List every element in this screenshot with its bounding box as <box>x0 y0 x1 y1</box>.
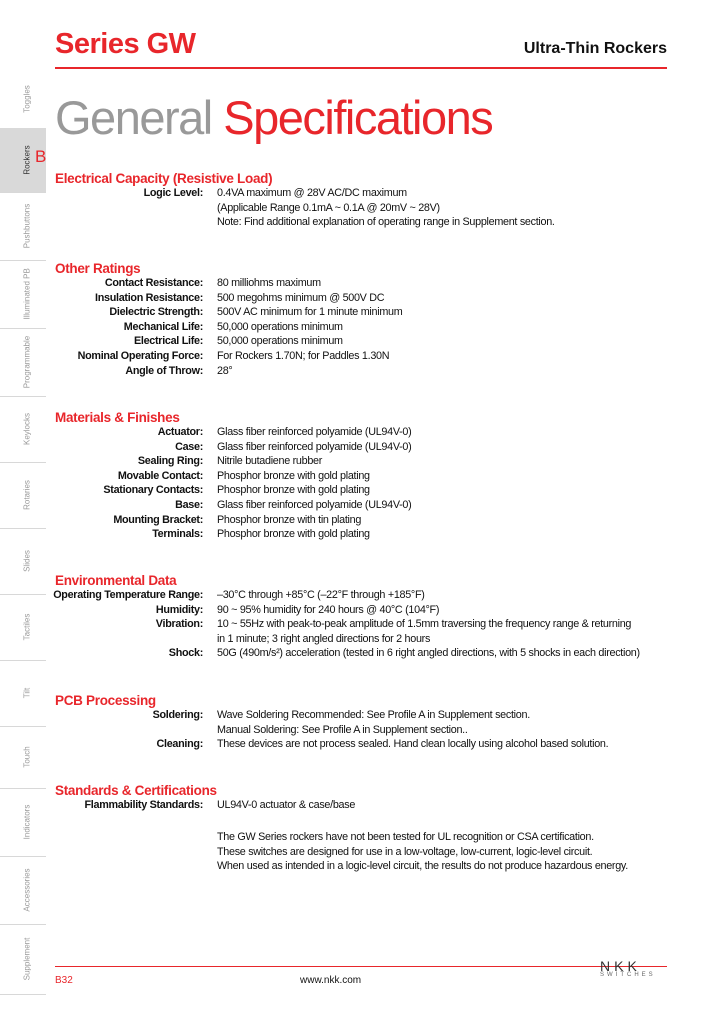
page-title <box>55 91 493 144</box>
title-part-general: General <box>55 91 212 144</box>
spec-value: 10 ~ 55Hz with peak-to-peak amplitude of 1.5mm traversing the frequency range & returning <box>217 618 632 631</box>
spec-row <box>55 276 667 291</box>
spec-label: Mechanical Life: <box>123 320 203 333</box>
spec-row <box>55 527 667 542</box>
spec-row <box>55 469 667 484</box>
spec-value: 0.4VA maximum @ 28V AC/DC maximum <box>217 187 407 199</box>
spec-row <box>55 291 667 306</box>
side-tab-rockers[interactable]: Rockers <box>0 128 46 193</box>
spec-row <box>55 349 667 364</box>
spec-label: Humidity: <box>155 603 203 616</box>
spec-row <box>55 603 667 618</box>
side-tab-rotaries[interactable]: Rotaries <box>0 462 46 529</box>
spec-row <box>55 632 667 647</box>
spec-label: Nominal Operating Force: <box>77 349 203 362</box>
spec-label: Case: <box>175 440 203 453</box>
section-environmental <box>55 573 667 661</box>
side-tab-accessories[interactable]: Accessories <box>0 856 46 925</box>
spec-row <box>55 708 667 723</box>
series-title: Series GW <box>55 28 196 60</box>
spec-row <box>55 201 667 216</box>
website-link[interactable]: www.nkk.com <box>300 975 362 986</box>
spec-row <box>55 186 667 201</box>
nkk-logo <box>600 958 668 986</box>
certification-notes <box>217 830 628 874</box>
section-pcb-processing <box>55 693 667 752</box>
section-title: Environmental Data <box>55 573 177 588</box>
spec-value: Glass fiber reinforced polyamide (UL94V-0) <box>217 498 412 511</box>
title-part-specifications: Specifications <box>223 91 493 144</box>
note-line: These switches are designed for use in a low-voltage, low-current, logic-level circuit. <box>217 845 593 858</box>
spec-value: Glass fiber reinforced polyamide (UL94V-0) <box>217 426 412 438</box>
logo-text: NKK <box>600 958 641 974</box>
spec-value: Wave Soldering Recommended: See Profile A in Supplement section. <box>217 709 530 721</box>
spec-value: Manual Soldering: See Profile A in Supplement section.. <box>217 723 468 736</box>
spec-row <box>55 364 667 379</box>
section-letter: B <box>35 147 47 166</box>
section-title: Standards & Certifications <box>55 783 217 798</box>
spec-value: (Applicable Range 0.1mA ~ 0.1A @ 20mV ~ 28V) <box>217 201 440 214</box>
page-header <box>55 28 667 68</box>
spec-value: Nitrile butadiene rubber <box>217 455 323 468</box>
spec-row <box>55 723 667 738</box>
spec-label: Operating Temperature Range: <box>53 589 203 601</box>
footer-rule <box>55 966 667 967</box>
side-tab-supplement[interactable]: Supplement <box>0 924 46 995</box>
spec-row <box>55 425 667 440</box>
section-title: Materials & Finishes <box>55 410 180 425</box>
spec-label: Contact Resistance: <box>104 277 203 289</box>
spec-label: Cleaning: <box>156 738 203 751</box>
section-materials <box>55 410 667 542</box>
section-standards <box>55 783 667 813</box>
section-title: PCB Processing <box>55 693 156 708</box>
section-electrical <box>55 171 667 230</box>
side-tab-toggles[interactable]: Toggles <box>0 70 46 129</box>
spec-value: Phosphor bronze with gold plating <box>217 528 370 541</box>
spec-label: Vibration: <box>155 618 203 631</box>
side-tab-programmable[interactable]: Programmable <box>0 328 46 397</box>
spec-value: UL94V-0 actuator & case/base <box>217 799 356 811</box>
side-tab-touch[interactable]: Touch <box>0 726 46 789</box>
spec-value: 500 megohms minimum @ 500V DC <box>217 291 385 304</box>
spec-value: 50G (490m/s²) acceleration (tested in 6 right angled directions, with 5 shocks in each direction) <box>217 647 640 660</box>
spec-label: Mounting Bracket: <box>113 513 203 526</box>
spec-label: Shock: <box>168 647 203 660</box>
side-tab-tilt[interactable]: Tilt <box>0 660 46 727</box>
spec-label: Sealing Ring: <box>137 455 203 468</box>
spec-label: Stationary Contacts: <box>103 484 203 497</box>
side-tab-keylocks[interactable]: Keylocks <box>0 396 46 463</box>
spec-row <box>55 798 667 813</box>
spec-label: Soldering: <box>152 709 203 721</box>
spec-row <box>55 737 667 752</box>
section-title: Other Ratings <box>55 261 141 276</box>
spec-row <box>55 483 667 498</box>
spec-row <box>55 305 667 320</box>
spec-label: Insulation Resistance: <box>95 291 203 304</box>
spec-label: Angle of Throw: <box>125 364 203 377</box>
spec-value: Note: Find additional explanation of operating range in Supplement section. <box>217 216 555 229</box>
spec-label: Electrical Life: <box>133 335 203 348</box>
note-line: The GW Series rockers have not been tested for UL recognition or CSA certification. <box>217 831 594 843</box>
page-number: B32 <box>55 975 73 986</box>
spec-value: 50,000 operations minimum <box>217 335 343 348</box>
spec-label: Flammability Standards: <box>84 799 203 811</box>
logo-subtext: SWITCHES <box>600 972 656 978</box>
side-tab-pushbuttons[interactable]: Pushbuttons <box>0 192 46 261</box>
section-title: Electrical Capacity (Resistive Load) <box>55 171 273 186</box>
spec-row <box>55 440 667 455</box>
side-tab-slides[interactable]: Slides <box>0 528 46 595</box>
spec-value: Phosphor bronze with gold plating <box>217 469 370 482</box>
side-tab-illuminated-pb[interactable]: Illuminated PB <box>0 260 46 329</box>
spec-value: For Rockers 1.70N; for Paddles 1.30N <box>217 349 390 362</box>
side-tab-indicators[interactable]: Indicators <box>0 788 46 857</box>
product-subtitle: Ultra-Thin Rockers <box>523 40 667 57</box>
spec-value: –30°C through +85°C (–22°F through +185°F) <box>217 589 425 601</box>
spec-label: Base: <box>175 498 203 511</box>
spec-value: 90 ~ 95% humidity for 240 hours @ 40°C (104°F) <box>217 603 440 616</box>
spec-label: Logic Level: <box>143 187 203 199</box>
spec-row <box>55 334 667 349</box>
spec-label: Terminals: <box>152 528 203 541</box>
spec-row <box>55 646 667 661</box>
spec-label: Actuator: <box>157 426 203 438</box>
spec-label: Dielectric Strength: <box>109 306 203 319</box>
spec-row <box>55 498 667 513</box>
spec-row <box>55 513 667 528</box>
side-tab-tactiles[interactable]: Tactiles <box>0 594 46 661</box>
spec-value: These devices are not process sealed. Hand clean locally using alcohol based solution. <box>217 738 609 751</box>
spec-value: 500V AC minimum for 1 minute minimum <box>217 306 403 319</box>
spec-value: 28° <box>217 364 233 377</box>
spec-value: 50,000 operations minimum <box>217 320 343 333</box>
spec-label: Movable Contact: <box>117 469 203 482</box>
spec-row <box>55 617 667 632</box>
note-line: When used as intended in a logic-level circuit, the results do not produce hazardous energy. <box>217 860 628 873</box>
spec-value: 80 milliohms maximum <box>217 277 321 289</box>
spec-value: in 1 minute; 3 right angled directions for 2 hours <box>217 632 431 645</box>
header-rule <box>55 67 667 69</box>
spec-value: Glass fiber reinforced polyamide (UL94V-0) <box>217 440 412 453</box>
spec-row <box>55 588 667 603</box>
spec-row <box>55 454 667 469</box>
spec-row <box>55 320 667 335</box>
spec-value: Phosphor bronze with tin plating <box>217 513 362 526</box>
spec-row <box>55 215 667 230</box>
spec-value: Phosphor bronze with gold plating <box>217 484 370 497</box>
section-other-ratings <box>55 261 667 378</box>
